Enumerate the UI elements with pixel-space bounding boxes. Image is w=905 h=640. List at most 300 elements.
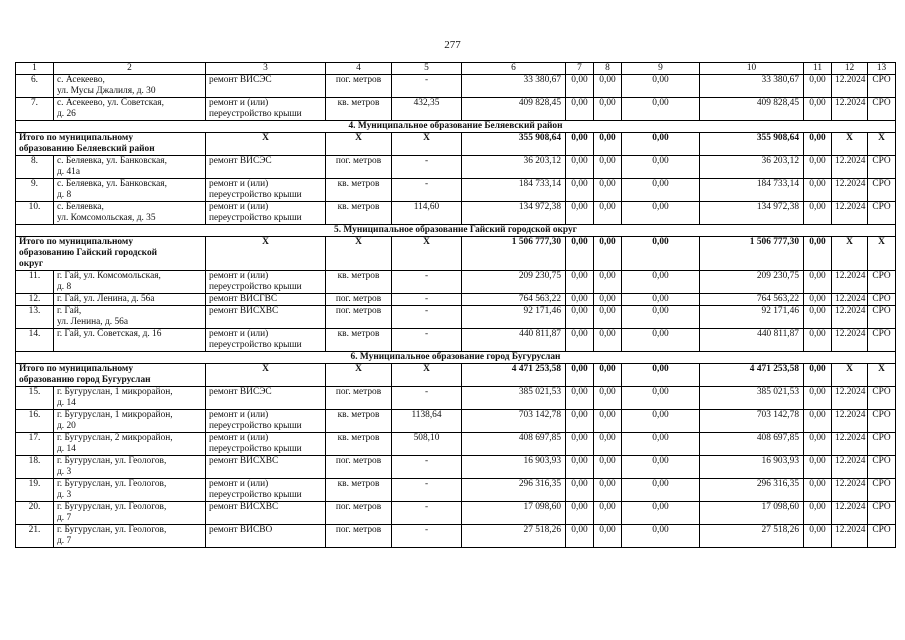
cost <box>462 306 566 329</box>
address-line: д. 14 <box>57 398 76 408</box>
unit-line: пог. метров <box>335 525 382 535</box>
work-type <box>206 75 326 98</box>
address <box>54 525 206 548</box>
cell-x-line: X <box>878 133 885 143</box>
cost-10 <box>700 525 804 548</box>
funding-source <box>868 329 896 352</box>
cell-value-line: 0,00 <box>652 502 669 512</box>
cell-value <box>622 202 700 225</box>
unit <box>326 75 392 98</box>
work-type-line: переустройство крыши <box>209 282 302 292</box>
cost <box>462 271 566 294</box>
total-label-line: образованию город Бугуруслан <box>19 375 151 385</box>
row-number <box>16 75 54 98</box>
total-label <box>16 364 206 387</box>
cell-value <box>622 456 700 479</box>
cell-value-line: 0,00 <box>571 237 588 247</box>
cell-value <box>622 179 700 202</box>
cost-line: 27 518,26 <box>523 525 561 535</box>
address-line: ул. Комсомольская, д. 35 <box>57 213 156 223</box>
row-number <box>16 525 54 548</box>
section-title-line: 6. Муниципальное образование город Бугуруслан <box>350 352 561 362</box>
cell-value-line: 0,00 <box>652 294 669 304</box>
cell-value-line: 0,00 <box>599 202 616 212</box>
cell-value-line: 0,00 <box>809 237 826 247</box>
cell-value <box>622 133 700 156</box>
cost <box>462 98 566 121</box>
cell-value-line: 0,00 <box>652 479 669 489</box>
address <box>54 75 206 98</box>
cell-value-line: 0,00 <box>652 456 669 466</box>
unit-line: кв. метров <box>337 202 380 212</box>
address <box>54 479 206 502</box>
cell-value-line: 0,00 <box>652 329 669 339</box>
cost-10 <box>700 433 804 456</box>
work-type <box>206 329 326 352</box>
address-line: ул. Мусы Джалиля, д. 30 <box>57 86 156 96</box>
completion-date-line: 12.2024 <box>835 179 866 189</box>
total-cost-10-line: 4 471 253,58 <box>749 364 799 374</box>
total-row <box>16 133 896 156</box>
work-type <box>206 271 326 294</box>
cost-line: 440 811,87 <box>519 329 561 339</box>
quantity-line: - <box>424 479 429 489</box>
cell-value <box>622 271 700 294</box>
work-type-line: ремонт и (или) <box>209 179 269 189</box>
cell-value <box>804 433 832 456</box>
unit-line: кв. метров <box>337 179 380 189</box>
address <box>54 456 206 479</box>
cost-10-line: 36 203,12 <box>761 156 799 166</box>
column-numbers-row <box>16 63 896 75</box>
cell-value-line: 0,00 <box>571 502 588 512</box>
row-number-line: 19. <box>28 479 41 489</box>
cell-x <box>868 133 896 156</box>
cell-value-line: 0,00 <box>809 294 826 304</box>
cell-x-line: X <box>846 237 853 247</box>
cell-value <box>566 271 594 294</box>
address-line: г. Бугуруслан, ул. Геологов, <box>57 502 167 512</box>
address-line: д. 8 <box>57 190 72 200</box>
unit <box>326 456 392 479</box>
cost <box>462 75 566 98</box>
cost-10-line: 703 142,78 <box>756 410 799 420</box>
cell-value <box>804 306 832 329</box>
cell-value <box>804 237 832 271</box>
cell-value-line: 0,00 <box>652 306 669 316</box>
column-number: 6 <box>462 63 566 75</box>
column-number: 2 <box>54 63 206 75</box>
work-type-line: ремонт ВИСХВС <box>209 456 279 466</box>
cell-value <box>804 456 832 479</box>
work-type-line: ремонт ВИСХВС <box>209 306 279 316</box>
cell-x <box>326 364 392 387</box>
row-number <box>16 479 54 502</box>
row-number <box>16 294 54 306</box>
cell-value-line: 0,00 <box>599 502 616 512</box>
cell-value <box>566 364 594 387</box>
cost <box>462 156 566 179</box>
total-cost <box>462 364 566 387</box>
total-label <box>16 133 206 156</box>
table-row <box>16 502 896 525</box>
completion-date-line: 12.2024 <box>835 502 866 512</box>
total-cost-line: 355 908,64 <box>518 133 561 143</box>
cell-value <box>804 502 832 525</box>
cell-x-line: X <box>423 237 430 247</box>
completion-date-line: 12.2024 <box>835 306 866 316</box>
table-row <box>16 433 896 456</box>
cell-value <box>804 329 832 352</box>
cell-x <box>326 133 392 156</box>
unit <box>326 329 392 352</box>
cell-value-line: 0,00 <box>809 156 826 166</box>
work-type-line: переустройство крыши <box>209 190 302 200</box>
completion-date-line: 12.2024 <box>835 479 866 489</box>
completion-date <box>832 502 868 525</box>
row-number-line: 12. <box>28 294 41 304</box>
cell-value <box>594 179 622 202</box>
table-row <box>16 410 896 433</box>
work-type-line: ремонт ВИСХВС <box>209 502 279 512</box>
cost-10 <box>700 306 804 329</box>
quantity-line: - <box>424 179 429 189</box>
cell-value <box>566 156 594 179</box>
completion-date-line: 12.2024 <box>835 202 866 212</box>
address-line: д. 3 <box>57 467 72 477</box>
address <box>54 329 206 352</box>
cost-10-line: 296 316,35 <box>756 479 799 489</box>
unit <box>326 271 392 294</box>
cost <box>462 387 566 410</box>
cell-value-line: 0,00 <box>809 364 826 374</box>
row-number <box>16 329 54 352</box>
cell-value <box>622 75 700 98</box>
cell-value <box>594 271 622 294</box>
quantity-line: - <box>424 156 429 166</box>
section-title-line: 5. Муниципальное образование Гайский городской округ <box>334 225 577 235</box>
section-header-row <box>16 121 896 133</box>
cell-value-line: 0,00 <box>599 271 616 281</box>
work-type-line: ремонт и (или) <box>209 433 269 443</box>
address <box>54 306 206 329</box>
cell-value-line: 0,00 <box>809 410 826 420</box>
cell-value <box>594 364 622 387</box>
address-line: г. Гай, ул. Ленина, д. 56а <box>57 294 155 304</box>
cell-value <box>622 306 700 329</box>
quantity-line: - <box>424 456 429 466</box>
address-line: г. Бугуруслан, ул. Геологов, <box>57 456 167 466</box>
row-number-line: 11. <box>28 271 41 281</box>
unit-line: кв. метров <box>337 98 380 108</box>
address <box>54 294 206 306</box>
cell-value <box>804 156 832 179</box>
funding-source <box>868 271 896 294</box>
funding-source <box>868 456 896 479</box>
cost-10 <box>700 410 804 433</box>
cell-value-line: 0,00 <box>571 75 588 85</box>
cell-value <box>804 133 832 156</box>
quantity <box>392 179 462 202</box>
quantity <box>392 456 462 479</box>
unit-line: пог. метров <box>335 156 382 166</box>
funding-source <box>868 502 896 525</box>
completion-date-line: 12.2024 <box>835 456 866 466</box>
address-line: г. Бугуруслан, 1 микрорайон, <box>57 387 173 397</box>
table-row <box>16 156 896 179</box>
cell-value-line: 0,00 <box>599 237 616 247</box>
row-number-line: 7. <box>30 98 39 108</box>
funding-source-line: СРО <box>872 98 891 108</box>
cell-value-line: 0,00 <box>809 306 826 316</box>
column-number: 5 <box>392 63 462 75</box>
cost <box>462 202 566 225</box>
cell-value-line: 0,00 <box>571 387 588 397</box>
cell-value <box>622 502 700 525</box>
cell-value-line: 0,00 <box>809 479 826 489</box>
cell-value-line: 0,00 <box>652 179 669 189</box>
work-type-line: переустройство крыши <box>209 213 302 223</box>
address <box>54 202 206 225</box>
unit <box>326 98 392 121</box>
table-row <box>16 479 896 502</box>
address-line: г. Бугуруслан, 2 микрорайон, <box>57 433 173 443</box>
cell-value <box>594 387 622 410</box>
total-cost <box>462 133 566 156</box>
work-type <box>206 156 326 179</box>
section-title-line: 4. Муниципальное образование Беляевский район <box>348 121 563 131</box>
cell-value <box>566 329 594 352</box>
cell-value <box>594 433 622 456</box>
quantity <box>392 479 462 502</box>
column-number: 1 <box>16 63 54 75</box>
cell-value-line: 0,00 <box>571 271 588 281</box>
address-line: г. Бугуруслан, ул. Геологов, <box>57 479 167 489</box>
quantity <box>392 271 462 294</box>
cell-value-line: 0,00 <box>571 525 588 535</box>
cost-line: 36 203,12 <box>523 156 561 166</box>
funding-source-line: СРО <box>872 502 891 512</box>
quantity <box>392 387 462 410</box>
cost-10-line: 16 903,93 <box>761 456 799 466</box>
unit <box>326 202 392 225</box>
total-label-line: образованию Беляевский район <box>19 144 155 154</box>
cell-value <box>804 387 832 410</box>
table-row <box>16 525 896 548</box>
quantity-line: - <box>424 502 429 512</box>
cell-value-line: 0,00 <box>809 75 826 85</box>
address-line: д. 7 <box>57 513 72 523</box>
cell-value <box>594 306 622 329</box>
quantity <box>392 75 462 98</box>
cell-value-line: 0,00 <box>652 133 669 143</box>
total-label-line: Итого по муниципальному <box>19 364 134 374</box>
cost-line: 385 021,53 <box>518 387 561 397</box>
work-type <box>206 479 326 502</box>
row-number-line: 18. <box>28 456 41 466</box>
cell-value-line: 0,00 <box>652 433 669 443</box>
work-type <box>206 456 326 479</box>
quantity-line: - <box>424 329 429 339</box>
completion-date <box>832 456 868 479</box>
unit-line: пог. метров <box>335 502 382 512</box>
cell-value <box>622 294 700 306</box>
unit <box>326 433 392 456</box>
cost-10 <box>700 179 804 202</box>
cell-x <box>206 364 326 387</box>
cell-value-line: 0,00 <box>599 75 616 85</box>
total-row <box>16 364 896 387</box>
cell-value-line: 0,00 <box>599 433 616 443</box>
funding-source-line: СРО <box>872 525 891 535</box>
work-type <box>206 502 326 525</box>
cell-value-line: 0,00 <box>809 525 826 535</box>
section-title <box>16 121 896 133</box>
funding-source-line: СРО <box>872 329 891 339</box>
completion-date <box>832 410 868 433</box>
unit-line: кв. метров <box>337 433 380 443</box>
quantity <box>392 329 462 352</box>
total-row <box>16 237 896 271</box>
unit-line: пог. метров <box>335 75 382 85</box>
row-number <box>16 271 54 294</box>
cell-value <box>594 456 622 479</box>
address-line: г. Бугуруслан, ул. Геологов, <box>57 525 167 535</box>
work-type <box>206 294 326 306</box>
quantity-line: - <box>424 271 429 281</box>
completion-date <box>832 294 868 306</box>
cell-value-line: 0,00 <box>599 329 616 339</box>
completion-date <box>832 433 868 456</box>
table-row <box>16 98 896 121</box>
cell-value-line: 0,00 <box>571 133 588 143</box>
completion-date-line: 12.2024 <box>835 271 866 281</box>
completion-date-line: 12.2024 <box>835 98 866 108</box>
cell-value-line: 0,00 <box>599 525 616 535</box>
cost-line: 184 733,14 <box>518 179 561 189</box>
work-type <box>206 306 326 329</box>
cell-value <box>622 329 700 352</box>
work-type <box>206 433 326 456</box>
quantity-line: 508,10 <box>413 433 440 443</box>
cell-x <box>326 237 392 271</box>
cell-value-line: 0,00 <box>599 133 616 143</box>
completion-date-line: 12.2024 <box>835 410 866 420</box>
cell-x-line: X <box>423 364 430 374</box>
address-line: ул. Ленина, д. 56а <box>57 317 128 327</box>
address-line: с. Беляевка, <box>57 202 104 212</box>
unit-line: пог. метров <box>335 456 382 466</box>
completion-date-line: 12.2024 <box>835 329 866 339</box>
cost <box>462 502 566 525</box>
cell-value <box>566 306 594 329</box>
work-type-line: ремонт ВИСГВС <box>209 294 278 304</box>
cell-value-line: 0,00 <box>809 502 826 512</box>
cell-value <box>566 387 594 410</box>
cell-value-line: 0,00 <box>599 456 616 466</box>
cell-value <box>566 179 594 202</box>
completion-date <box>832 98 868 121</box>
cell-value <box>566 237 594 271</box>
cell-value <box>622 410 700 433</box>
work-type <box>206 410 326 433</box>
cost-10 <box>700 479 804 502</box>
funding-source <box>868 479 896 502</box>
row-number-line: 21. <box>28 525 41 535</box>
cost-10-line: 764 563,22 <box>756 294 799 304</box>
column-number: 11 <box>804 63 832 75</box>
total-label-line: округ <box>19 259 44 269</box>
cost-line: 16 903,93 <box>523 456 561 466</box>
work-type-line: ремонт и (или) <box>209 98 269 108</box>
cell-value-line: 0,00 <box>652 237 669 247</box>
cell-value-line: 0,00 <box>809 271 826 281</box>
address-line: д. 14 <box>57 444 76 454</box>
cost-10-line: 17 098,60 <box>761 502 799 512</box>
row-number <box>16 456 54 479</box>
funding-source <box>868 433 896 456</box>
cell-x-line: X <box>423 133 430 143</box>
cell-x <box>868 237 896 271</box>
work-type <box>206 202 326 225</box>
address <box>54 410 206 433</box>
cost-line: 17 098,60 <box>523 502 561 512</box>
cost <box>462 179 566 202</box>
unit <box>326 306 392 329</box>
address <box>54 156 206 179</box>
funding-source <box>868 525 896 548</box>
work-type-line: переустройство крыши <box>209 109 302 119</box>
address-line: д. 3 <box>57 490 72 500</box>
row-number-line: 17. <box>28 433 41 443</box>
cell-x-line: X <box>878 237 885 247</box>
quantity-line: - <box>424 294 429 304</box>
cell-value-line: 0,00 <box>599 98 616 108</box>
cell-value-line: 0,00 <box>571 98 588 108</box>
row-number <box>16 306 54 329</box>
cell-value-line: 0,00 <box>599 179 616 189</box>
work-type-line: переустройство крыши <box>209 490 302 500</box>
address-line: с. Беляевка, ул. Банковская, <box>57 179 167 189</box>
cell-x-line: X <box>878 364 885 374</box>
quantity-line: - <box>424 387 429 397</box>
cell-value-line: 0,00 <box>652 98 669 108</box>
quantity-line: - <box>424 306 429 316</box>
unit-line: пог. метров <box>335 387 382 397</box>
quantity-line: - <box>424 525 429 535</box>
row-number <box>16 410 54 433</box>
row-number-line: 14. <box>28 329 41 339</box>
cell-value-line: 0,00 <box>571 294 588 304</box>
work-type-line: ремонт ВИСЭС <box>209 387 272 397</box>
unit <box>326 179 392 202</box>
cell-value <box>566 525 594 548</box>
cell-value-line: 0,00 <box>652 410 669 420</box>
cell-value <box>594 479 622 502</box>
address-line: д. 8 <box>57 282 72 292</box>
quantity <box>392 202 462 225</box>
funding-source <box>868 387 896 410</box>
page-number: 277 <box>444 39 461 51</box>
completion-date <box>832 306 868 329</box>
cell-value <box>594 294 622 306</box>
column-number: 13 <box>868 63 896 75</box>
funding-source-line: СРО <box>872 202 891 212</box>
unit-line: кв. метров <box>337 329 380 339</box>
cost-line: 209 230,75 <box>518 271 561 281</box>
funding-source-line: СРО <box>872 294 891 304</box>
funding-source-line: СРО <box>872 306 891 316</box>
